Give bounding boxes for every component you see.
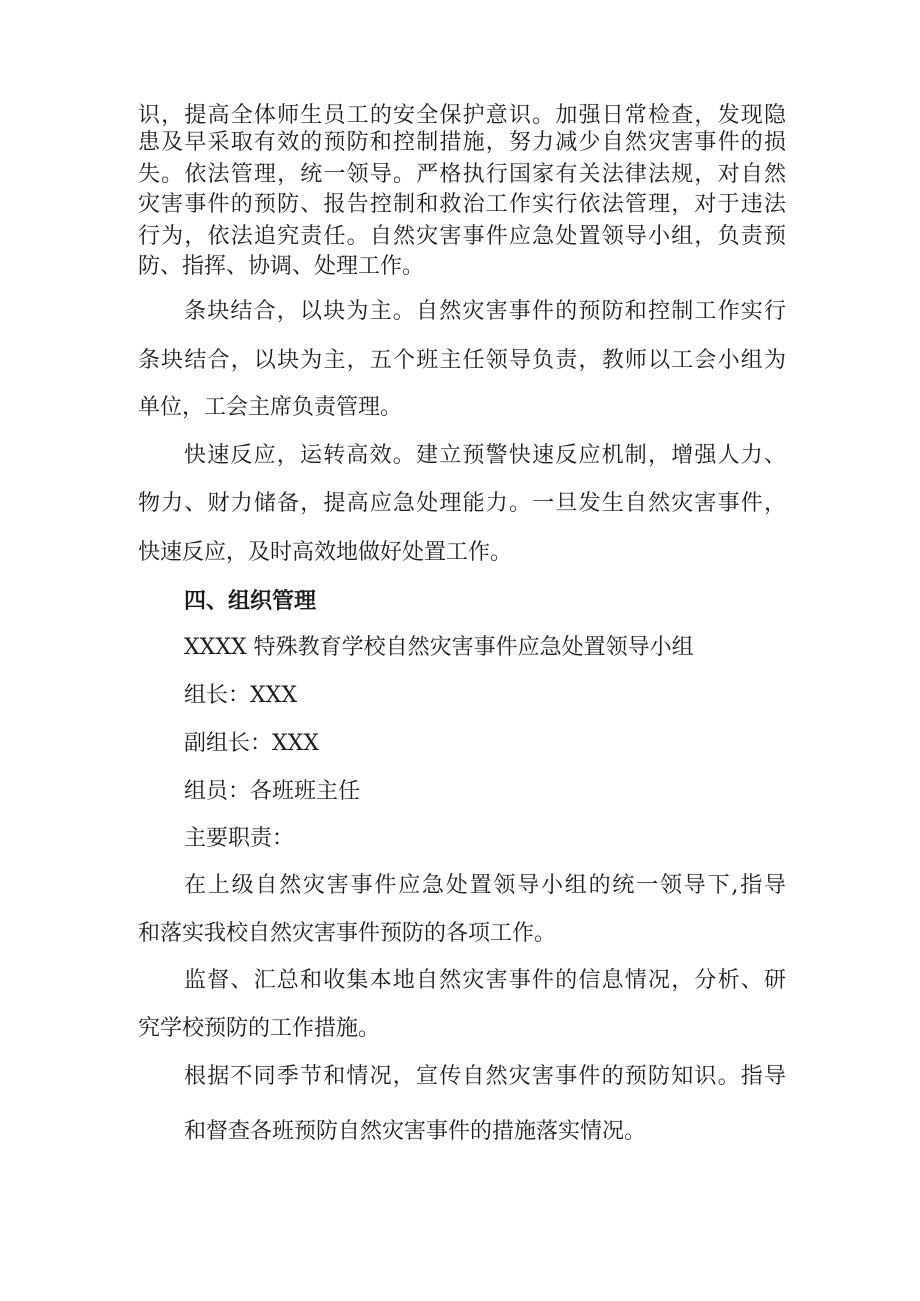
- document-page: 识，提高全体师生员工的安全保护意识。加强日常检查，发现隐 患及早采取有效的预防和控制措施，努力减少自然灾害事件的损 失。依法管理，统一领导。严格执行国家有关法律法规，对自然 灾害事件的预防、报告控制和救治工作实行依法管理，对于违法 行为，依法追究责任。自然灾害事件应急处置领导小组，负责预 防、指挥、协调、处理工作。 条块结合，以块为主。自然灾害事件的预防和控制工作实行 条块结合，以块为主，五个班主任领导负责，教师以工会小组为 单位，工会主席负责管理。 快速反应，运转高效。建立预警快速反应机制，增强人力、 物力、财力储备，提高应急处理能力。一旦发生自然灾害事件， 快速反应，及时高效地做好处置工作。 四、组织管理 XXXX 特殊教育学校自然灾害事件应急处置领导小组 组长：XXX 副组长：XXX 组员：各班班主任 主要职责： 在上级自然灾害事件应急处置领导小组的统一领导下,指导 和落实我校自然灾害事件预防的各项工作。 监督、汇总和收集本地自然灾害事件的信息情况，分析、研 究学校预防的工作措施。 根据不同季节和情况，宣传自然灾害事件的预防知识。指导 和督查各班预防自然灾害事件的措施落实情况。: [138, 103, 786, 1144]
